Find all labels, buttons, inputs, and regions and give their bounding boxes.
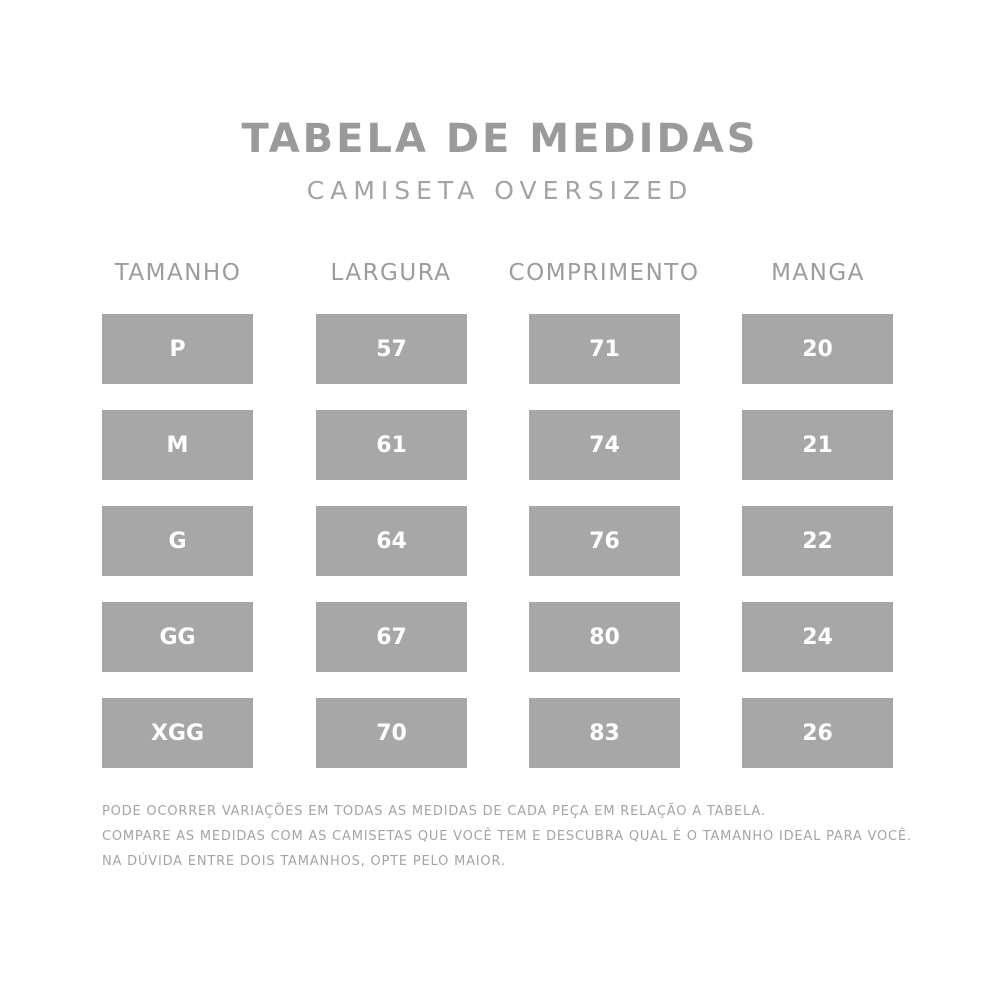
manga-cell: 21 [742,410,893,480]
comprimento-cell: 83 [529,698,680,768]
page-title: TABELA DE MEDIDAS [241,116,759,162]
largura-cell: 57 [316,314,467,384]
column-header-tamanho: TAMANHO [114,260,242,286]
note-variations: PODE OCORRER VARIAÇÕES EM TODAS AS MEDIDAS DE CADA PEÇA EM RELAÇÃO A TABELA. [102,804,766,819]
manga-cell: 26 [742,698,893,768]
manga-cell: 22 [742,506,893,576]
comprimento-cell: 76 [529,506,680,576]
size-cell: GG [102,602,253,672]
largura-cell: 64 [316,506,467,576]
size-cell: P [102,314,253,384]
manga-cell: 24 [742,602,893,672]
page-subtitle: CAMISETA OVERSIZED [306,176,694,205]
largura-cell: 67 [316,602,467,672]
comprimento-cell: 74 [529,410,680,480]
manga-cell: 20 [742,314,893,384]
size-cell: XGG [102,698,253,768]
size-cell: M [102,410,253,480]
note-doubt: NA DÚVIDA ENTRE DOIS TAMANHOS, OPTE PELO MAIOR. [102,854,506,869]
largura-cell: 61 [316,410,467,480]
comprimento-cell: 71 [529,314,680,384]
note-compare: COMPARE AS MEDIDAS COM AS CAMISETAS QUE VOCÊ TEM E DESCUBRA QUAL É O TAMANHO IDEAL PARA VOCÊ. [102,829,912,844]
size-cell: G [102,506,253,576]
largura-cell: 70 [316,698,467,768]
comprimento-cell: 80 [529,602,680,672]
column-header-largura: LARGURA [330,260,452,286]
column-header-manga: MANGA [771,260,865,286]
column-header-comprimento: COMPRIMENTO [508,260,700,286]
